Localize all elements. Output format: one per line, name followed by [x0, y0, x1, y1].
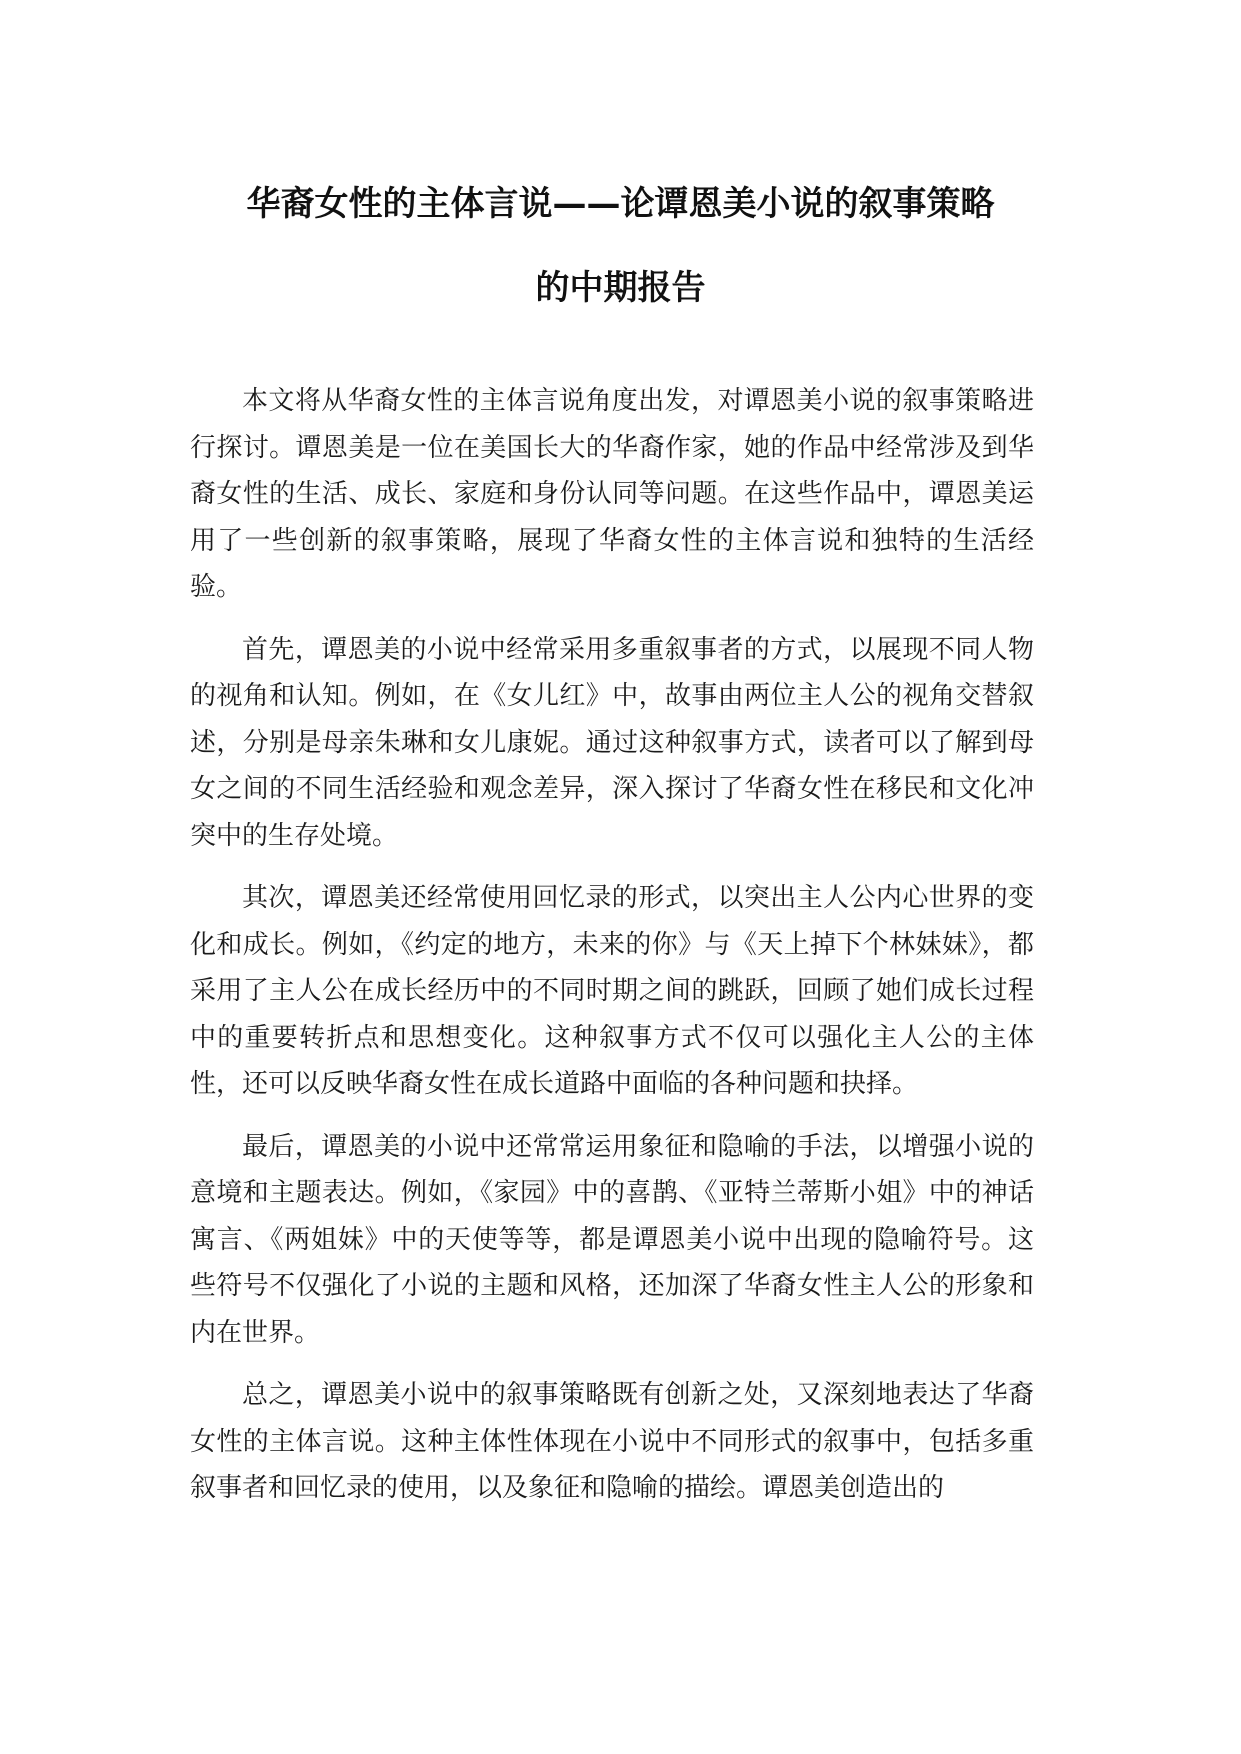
document-title-line-2: 的中期报告: [535, 268, 706, 308]
document-body: [190, 378, 1034, 1528]
paragraph-2: 首先，谭恩美的小说中经常采用多重叙事者的方式，以展现不同人物的视角和认知。例如，在《女儿红》中，故事由两位主人公的视角交替叙述，分别是母亲朱琳和女儿康妮。通过这种叙事方式，读者可以了解到母女之间的不同生活经验和观念差异，深入探讨了华裔女性在移民和文化冲突中的生存处境。: [190, 634, 1034, 851]
document-title-line-1: 华裔女性的主体言说——论谭恩美小说的叙事策略: [246, 184, 995, 224]
paragraph-1: 本文将从华裔女性的主体言说角度出发，对谭恩美小说的叙事策略进行探讨。谭恩美是一位在美国长大的华裔作家，她的作品中经常涉及到华裔女性的生活、成长、家庭和身份认同等问题。在这些作品中，谭恩美运用了一些创新的叙事策略，展现了华裔女性的主体言说和独特的生活经验。: [190, 386, 1034, 602]
paragraph-4: 最后，谭恩美的小说中还常常运用象征和隐喻的手法，以增强小说的意境和主题表达。例如，《家园》中的喜鹊、《亚特兰蒂斯小姐》中的神话寓言、《两姐妹》中的天使等等，都是谭恩美小说中出现的隐喻符号。这些符号不仅强化了小说的主题和风格，还加深了华裔女性主人公的形象和内在世界。: [190, 1131, 1034, 1348]
paragraph-5: 总之，谭恩美小说中的叙事策略既有创新之处，又深刻地表达了华裔女性的主体言说。这种主体性体现在小说中不同形式的叙事中，包括多重叙事者和回忆录的使用，以及象征和隐喻的描绘。谭恩美创造出的: [190, 1380, 1034, 1503]
paragraph-3: 其次，谭恩美还经常使用回忆录的形式，以突出主人公内心世界的变化和成长。例如，《约定的地方，未来的你》与《天上掉下个林妹妹》，都采用了主人公在成长经历中的不同时期之间的跳跃，回顾了她们成长过程中的重要转折点和思想变化。这种叙事方式不仅可以强化主人公的主体性，还可以反映华裔女性在成长道路中面临的各种问题和抉择。: [190, 883, 1034, 1099]
